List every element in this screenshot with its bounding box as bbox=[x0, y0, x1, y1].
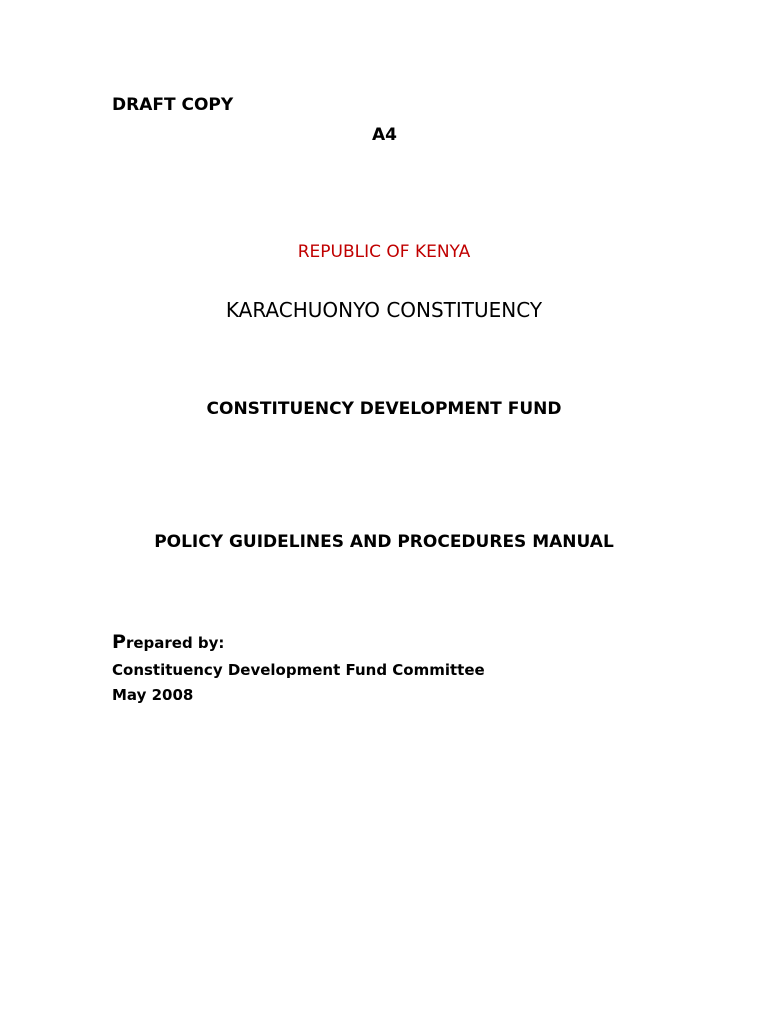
prepared-by-initial: P bbox=[112, 631, 126, 653]
fund-heading: CONSTITUENCY DEVELOPMENT FUND bbox=[206, 399, 562, 419]
prepared-by-label bbox=[112, 633, 224, 652]
author-committee: Constituency Development Fund Committee bbox=[112, 661, 485, 679]
republic-heading: REPUBLIC OF KENYA bbox=[297, 242, 471, 262]
prepared-by-rest: repared by: bbox=[125, 634, 225, 652]
constituency-heading: KARACHUONYO CONSTITUENCY bbox=[225, 298, 543, 322]
paper-size-label: A4 bbox=[372, 125, 397, 145]
document-date: May 2008 bbox=[112, 686, 194, 704]
manual-title: POLICY GUIDELINES AND PROCEDURES MANUAL bbox=[154, 532, 614, 552]
draft-copy-label: DRAFT COPY bbox=[112, 95, 234, 115]
